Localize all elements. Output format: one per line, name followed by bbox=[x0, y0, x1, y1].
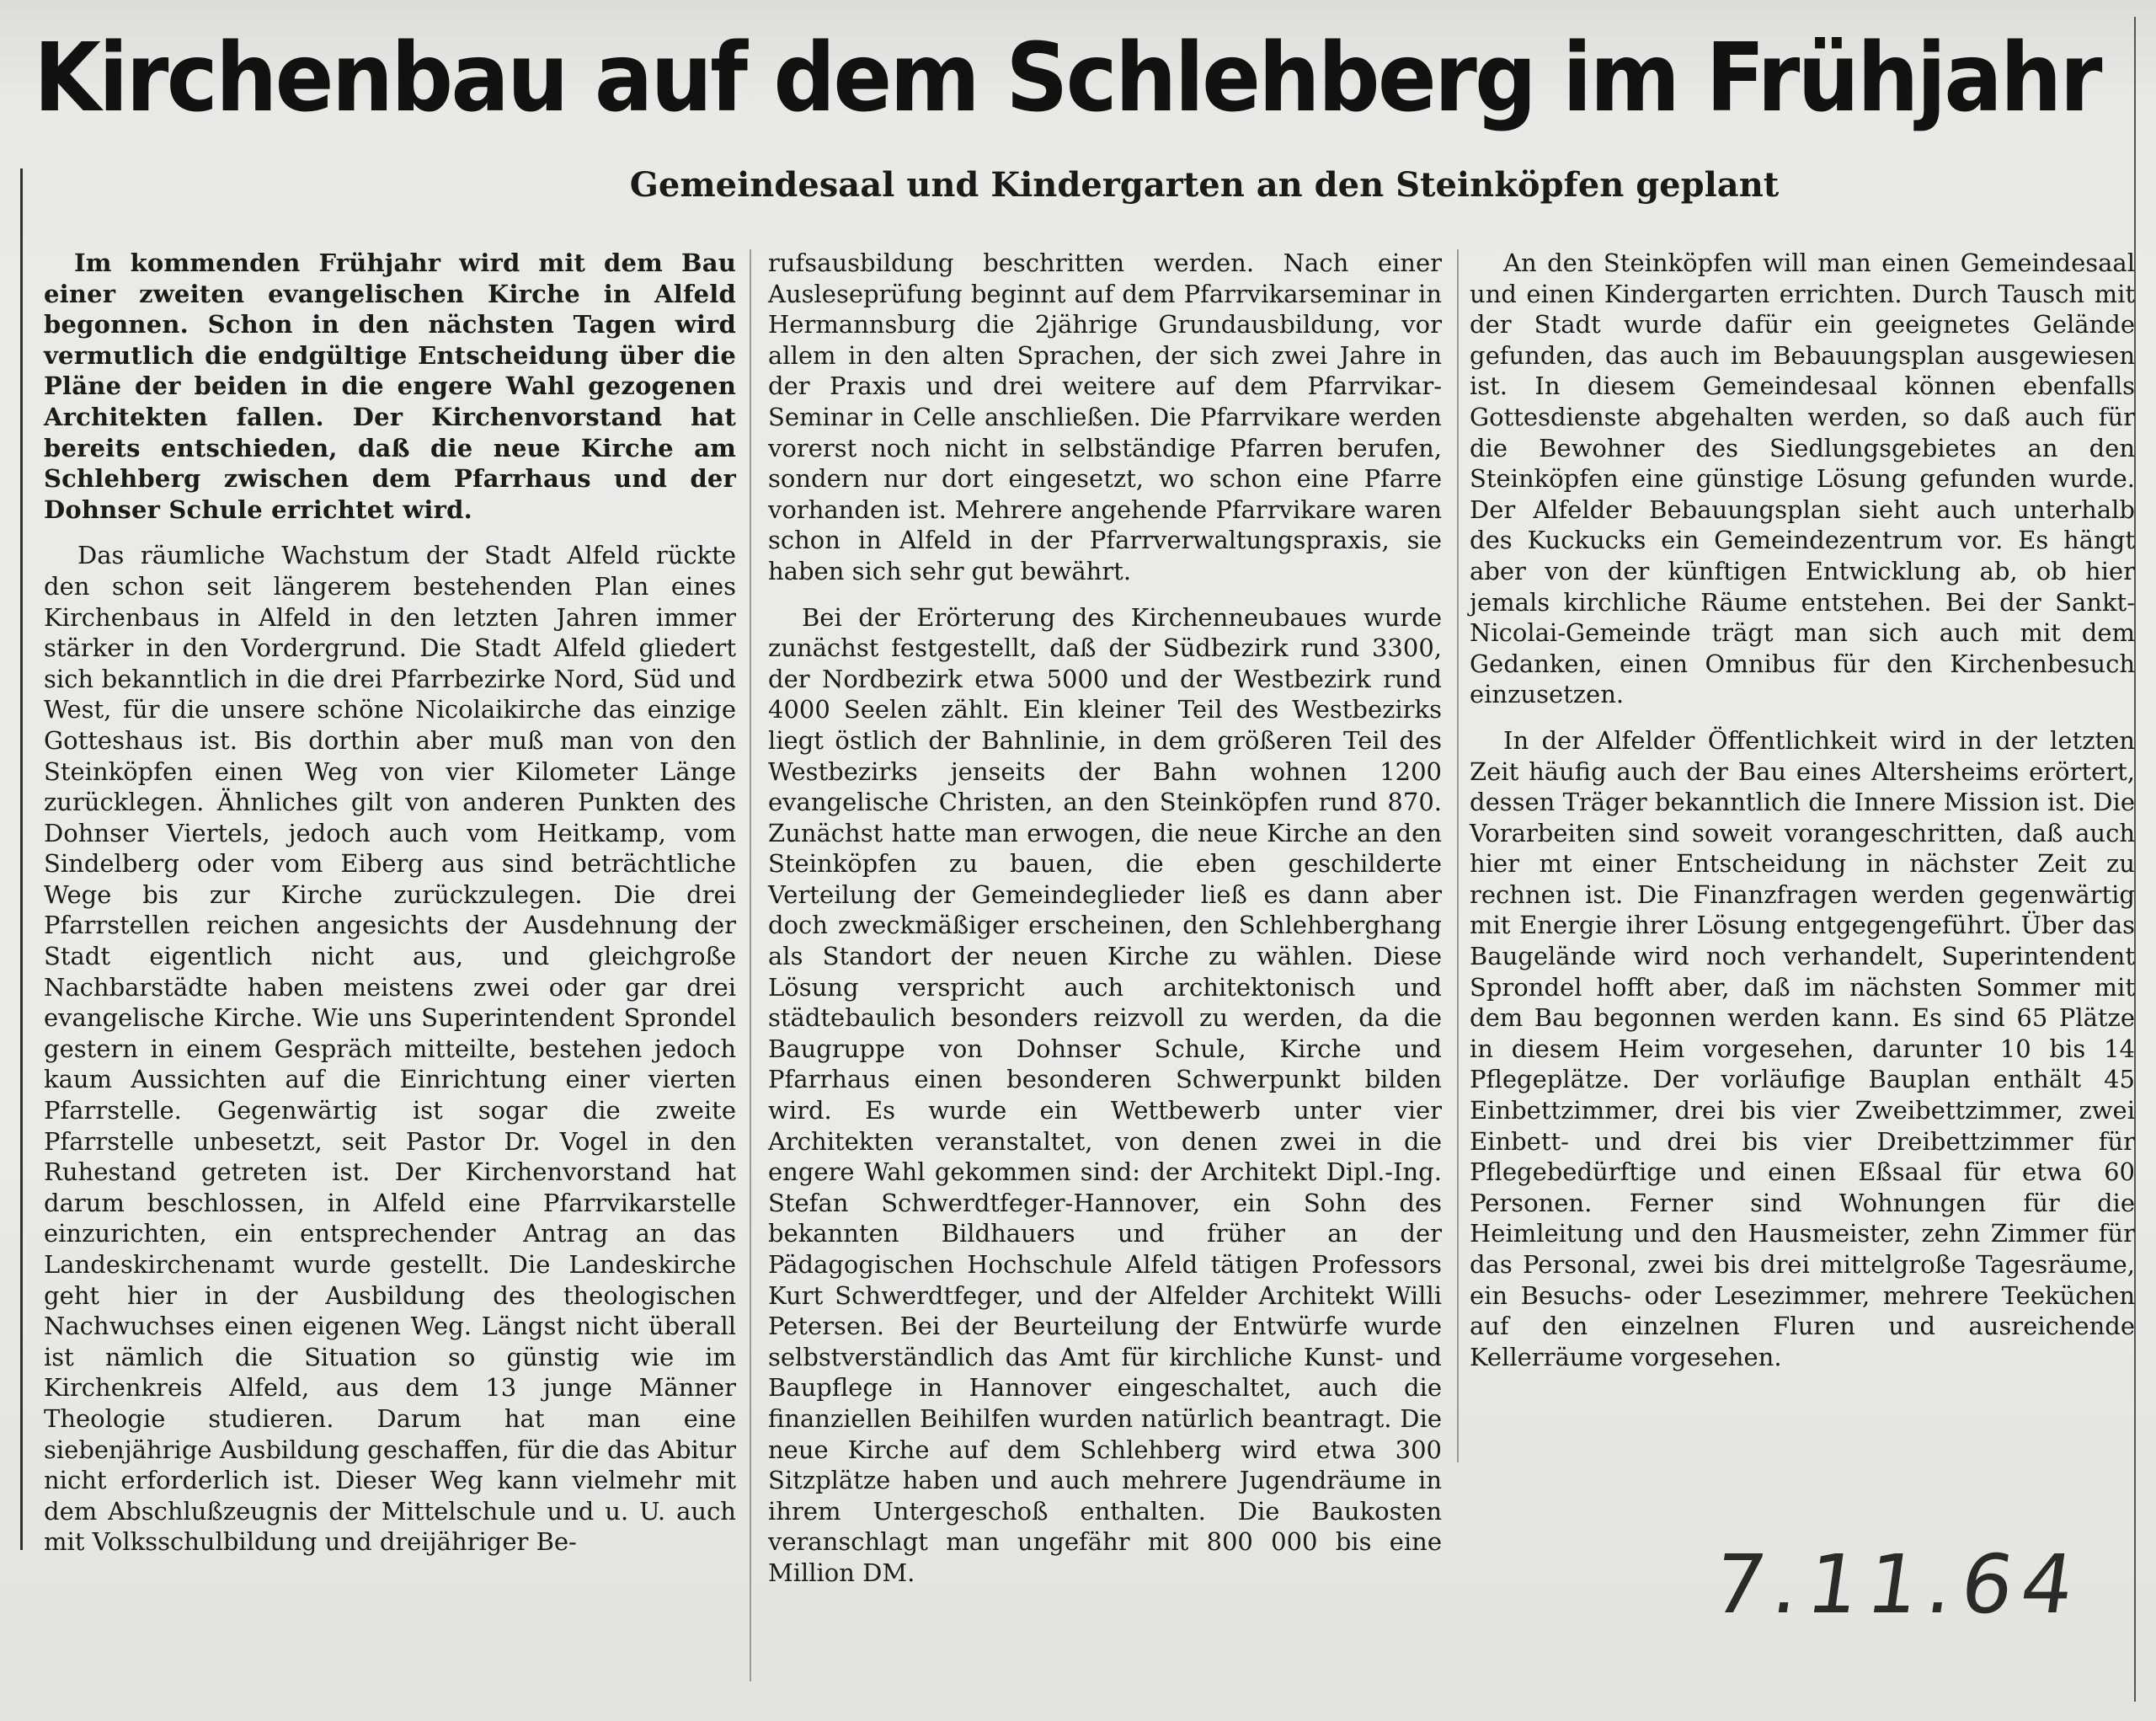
column-2 bbox=[768, 248, 1442, 1604]
body-paragraph: An den Steinköpfen will man einen Gemeindesaal und einen Kindergarten errichten. Durch Tausch mit der Stadt wurde dafür ein geeignetes Gelände gefunden, das auch im Bebauungsplan ausgewiesen ist. In diesem Gemeindesaal können ebenfalls Gottesdienste abgehalten werden, so daß auch für die Bewohner des Siedlungsgebietes an den Steinköpfen eine günstige Lösung gefunden wurde. Der Alfelder Bebauungsplan sieht auch unterhalb des Kuckucks ein Gemeindezentrum vor. Es hängt aber von der künftigen Entwicklung ab, ob hier jemals kirchliche Räume entstehen. Bei der Sankt-Nicolai-Gemeinde trägt man sich auch mit dem Gedanken, einen Omnibus für den Kirchenbesuch einzusetzen. bbox=[1470, 249, 2135, 709]
body-paragraph: Das räumliche Wachstum der Stadt Alfeld rückte den schon seit längerem bestehenden Plan eines Kirchenbaus in Alfeld in den letzten Jahren immer stärker in den Vordergrund. Die Stadt Alfeld gliedert sich bekanntlich in die drei Pfarrbezirke Nord, Süd und West, für die unsere schöne Nicolaikirche das einzige Gotteshaus ist. Bis dorthin aber muß man von den Steinköpfen einen Weg von vier Kilometer Länge zurücklegen. Ähnliches gilt von anderen Punkten des Dohnser Viertels, jedoch auch vom Heitkamp, vom Sindelberg oder vom Eiberg aus sind beträchtliche Wege bis zur Kirche zurückzulegen. Die drei Pfarrstellen reichen angesichts der Ausdehnung der Stadt eigentlich nicht aus, und gleichgroße Nachbarstädte haben meistens zwei oder gar drei evangelische Kirche. Wie uns Superintendent Sprondel gestern in einem Gespräch mitteilte, bestehen jedoch kaum Aussichten auf die Einrichtung einer vierten Pfarrstelle. Gegenwärtig ist sogar die zweite Pfarrstelle unbesetzt, seit Pastor Dr. Vogel in den Ruhestand getreten ist. Der Kirchenvorstand hat darum beschlossen, in Alfeld eine Pfarrvikarstelle einzurichten, ein entsprechender Antrag an das Landeskirchenamt wurde gestellt. Die Landeskirche geht hier in der Ausbildung des theologischen Nachwuchses einen eigenen Weg. Längst nicht überall ist nämlich die Situation so günstig wie im Kirchenkreis Alfeld, aus dem 13 junge Männer Theologie studieren. Darum hat man eine siebenjährige Ausbildung geschaffen, für die das Abitur nicht erforderlich ist. Dieser Weg kann vielmehr mit dem Abschlußzeugnis der Mittelschule und u. U. auch mit Volksschulbildung und dreijähriger Be- bbox=[44, 541, 736, 1557]
column-divider bbox=[1457, 249, 1459, 1462]
handwritten-date: 7.11.64 bbox=[1707, 1537, 2089, 1632]
left-edge-rule bbox=[20, 168, 23, 1550]
column-divider bbox=[750, 249, 751, 1681]
lead-paragraph: Im kommenden Frühjahr wird mit dem Bau einer zweiten evangelischen Kirche in Alfeld begonnen. Schon in den nächsten Tagen wird vermutlich die endgültige Entscheidung über die Pläne der beiden in die engere Wahl gezogenen Architekten fallen. Der Kirchenvorstand hat bereits entschieden, daß die neue Kirche am Schlehberg zwischen dem Pfarrhaus und der Dohnser Schule errichtet wird. bbox=[44, 249, 736, 524]
subheadline: Gemeindesaal und Kindergarten an den Steinköpfen geplant bbox=[629, 165, 1780, 205]
column-1 bbox=[44, 248, 736, 1573]
body-paragraph: In der Alfelder Öffentlichkeit wird in der letzten Zeit häufig auch der Bau eines Altersheims erörtert, dessen Träger bekanntlich die Innere Mission ist. Die Vorarbeiten sind soweit vorangeschritten, daß auch hier mt einer Entscheidung in nächster Zeit zu rechnen ist. Die Finanzfragen werden gegenwärtig mit Energie ihrer Lösung entgegengeführt. Über das Baugelände wird noch verhandelt, Superintendent Sprondel hofft aber, daß im nächsten Sommer mit dem Bau begonnen werden kann. Es sind 65 Plätze in diesem Heim vorgesehen, darunter 10 bis 14 Pflegeplätze. Der vorläufige Bauplan enthält 45 Einbettzimmer, drei bis vier Zweibettzimmer, zwei Einbett- und drei bis vier Dreibettzimmer für Pflegebedürftige und einen Eßsaal für etwa 60 Personen. Ferner sind Wohnungen für die Heimleitung und den Hausmeister, zehn Zimmer für das Personal, zwei bis drei mittelgroße Tagesräume, ein Besuchs- oder Lesezimmer, mehrere Teeküchen auf den einzelnen Fluren und ausreichende Kellerräume vorgesehen. bbox=[1470, 725, 2135, 1371]
body-paragraph: Bei der Erörterung des Kirchenneubaues wurde zunächst festgestellt, daß der Südbezirk rund 3300, der Nordbezirk etwa 5000 und der Westbezirk rund 4000 Seelen zählt. Ein kleiner Teil des Westbezirks liegt östlich der Bahnlinie, in dem größeren Teil des Westbezirks jenseits der Bahn wohnen 1200 evangelische Christen, an den Steinköpfen rund 870. Zunächst hatte man erwogen, die neue Kirche an den Steinköpfen zu bauen, die eben geschilderte Verteilung der Gemeindeglieder ließ es dann aber doch zweckmäßiger erscheinen, den Schlehberghang als Standort der neuen Kirche zu wählen. Diese Lösung verspricht auch architektonisch und städtebaulich besonders reizvoll zu werden, da die Baugruppe von Dohnser Schule, Kirche und Pfarrhaus einen besonderen Schwerpunkt bilden wird. Es wurde ein Wettbewerb unter vier Architekten veranstaltet, von denen zwei in die engere Wahl gekommen sind: der Architekt Dipl.-Ing. Stefan Schwerdtfeger-Hannover, ein Sohn des bekannten Bildhauers und früher an der Pädagogischen Hochschule Alfeld tätigen Professors Kurt Schwerdtfeger, und der Alfelder Architekt Willi Petersen. Bei der Beurteilung der Entwürfe wurde selbstverständlich das Amt für kirchliche Kunst- und Baupflege in Hannover eingeschaltet, auch die finanziellen Beihilfen wurden natürlich beantragt. Die neue Kirche auf dem Schlehberg wird etwa 300 Sitzplätze haben und auch mehrere Jugendräume in ihrem Untergeschoß enthalten. Die Baukosten veranschlagt man ungefähr mit 800 000 bis eine Million DM. bbox=[768, 602, 1442, 1587]
headline: Kirchenbau auf dem Schlehberg im Frühjahr bbox=[34, 24, 2100, 133]
column-3 bbox=[1470, 248, 2135, 1387]
body-paragraph: rufsausbildung beschritten werden. Nach einer Ausleseprüfung beginnt auf dem Pfarrvikarseminar in Hermannsburg die 2jährige Grundausbildung, vor allem in den alten Sprachen, der sich zwei Jahre in der Praxis und drei weitere auf dem Pfarrvikar-Seminar in Celle anschließen. Die Pfarrvikare werden vorerst noch nicht in selbständige Pfarren berufen, sondern nur dort eingesetzt, wo schon eine Pfarre vorhanden ist. Mehrere angehende Pfarrvikare waren schon in Alfeld in der Pfarrverwaltungspraxis, sie haben sich sehr gut bewährt. bbox=[768, 249, 1442, 585]
